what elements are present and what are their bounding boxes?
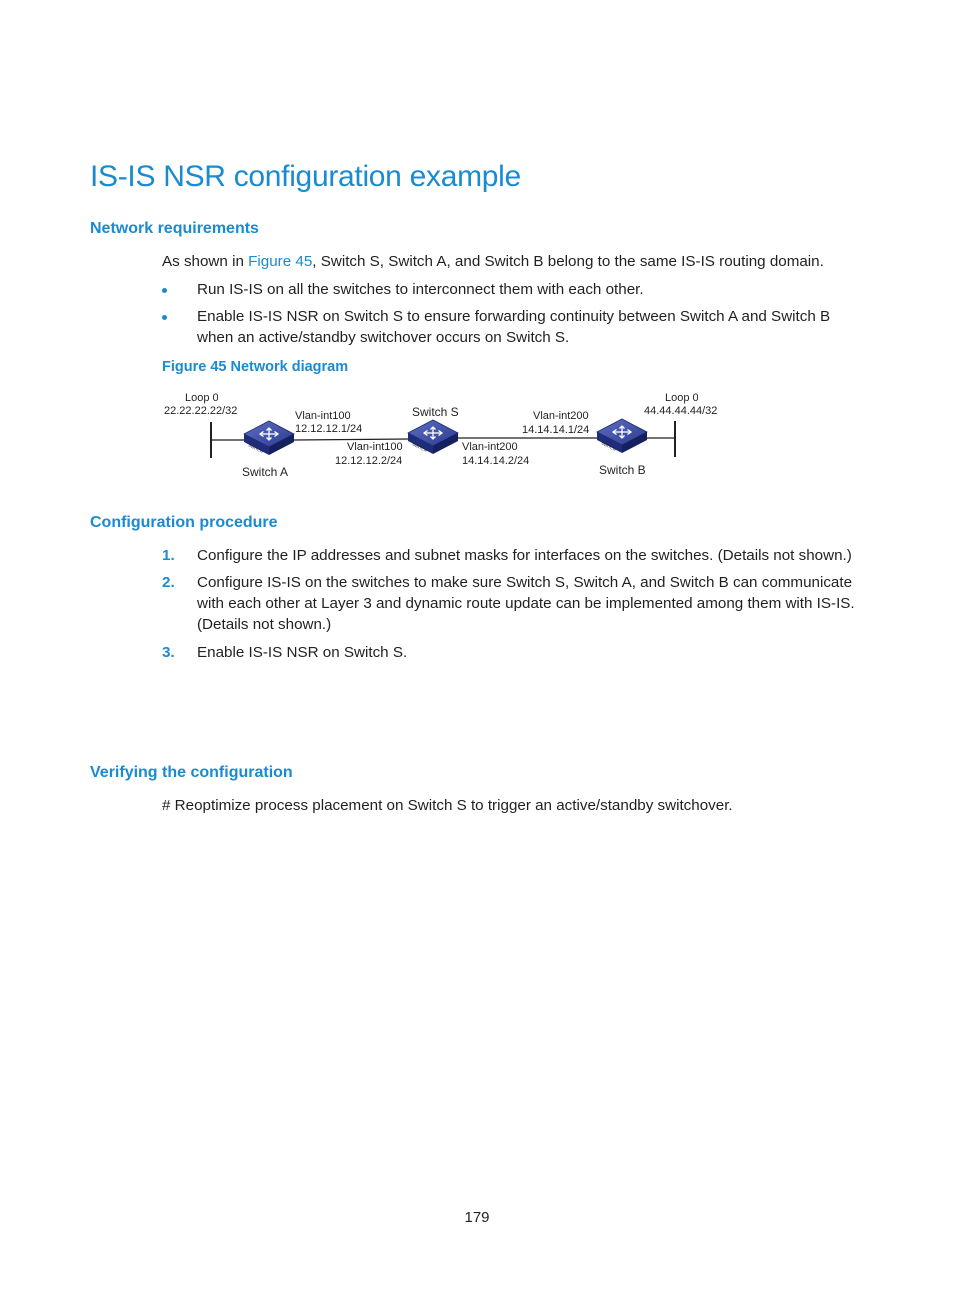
step-number: 2.	[162, 574, 175, 591]
bullet-marker	[162, 288, 167, 293]
step-text: Configure the IP addresses and subnet masks for interfaces on the switches. (Details not shown.)	[197, 547, 852, 564]
switch-s-icon-label: SWITCH	[411, 441, 428, 454]
switch-a-name: Switch A	[242, 465, 289, 479]
switch-s-if1-label: Vlan-int100	[347, 441, 403, 453]
switch-b-if-ip: 14.14.14.1/24	[522, 424, 590, 436]
switch-a-if-ip: 12.12.12.1/24	[295, 423, 363, 435]
verify-paragraph: # Reoptimize process placement on Switch S to trigger an active/standby switchover.	[162, 797, 733, 814]
step-text: Enable IS-IS NSR on Switch S.	[197, 644, 408, 661]
intro-text-before: As shown in	[162, 253, 249, 270]
switch-b-if-label: Vlan-int200	[533, 410, 589, 422]
requirement-bullet: Enable IS-IS NSR on Switch S to ensure forwarding continuity between Switch A and Switch B when an active/standby switchover occurs on Switch S.	[197, 308, 831, 346]
switch-a-if-label: Vlan-int100	[295, 410, 351, 422]
section-heading-verifying: Verifying the configuration	[90, 764, 293, 781]
switch-a-loop-ip: 22.22.22.22/32	[164, 405, 238, 417]
network-diagram	[160, 385, 720, 485]
requirement-bullet: Run IS-IS on all the switches to interconnect them with each other.	[197, 281, 644, 298]
switch-a-icon	[244, 421, 294, 455]
switch-s-if2-label: Vlan-int200	[462, 441, 518, 453]
step-text: Configure IS-IS on the switches to make sure Switch S, Switch A, and Switch B can communicate with each other at Layer 3 and dynamic route update can be implemented among them with IS-IS. (Details not shown.)	[197, 574, 855, 633]
page-title: IS-IS NSR configuration example	[90, 160, 521, 193]
intro-text-after: , Switch S, Switch A, and Switch B belong to the same IS-IS routing domain.	[312, 253, 824, 270]
switch-b-loop-label: Loop 0	[665, 392, 699, 404]
step-number: 3.	[162, 644, 175, 661]
switch-b-name: Switch B	[599, 463, 646, 477]
switch-b-icon-label: SWITCH	[600, 440, 617, 453]
link-a-s	[294, 439, 408, 440]
intro-paragraph	[162, 251, 824, 272]
switch-s-if2-ip: 14.14.14.2/24	[462, 455, 530, 467]
step-number: 1.	[162, 547, 175, 564]
page-number: 179	[464, 1209, 490, 1226]
bullet-marker	[162, 315, 167, 320]
switch-a-loop-label: Loop 0	[185, 392, 219, 404]
figure-45-link[interactable]: Figure 45	[248, 253, 313, 270]
figure-caption: Figure 45 Network diagram	[162, 359, 349, 375]
switch-a-icon-label: SWITCH	[247, 442, 264, 455]
switch-b-icon	[597, 419, 647, 453]
switch-s-if1-ip: 12.12.12.2/24	[335, 455, 403, 467]
switch-b-loop-ip: 44.44.44.44/32	[644, 405, 718, 417]
section-heading-configuration-procedure: Configuration procedure	[90, 514, 278, 531]
switch-s-name: Switch S	[412, 405, 459, 419]
switch-s-icon	[408, 420, 458, 454]
section-heading-network-requirements: Network requirements	[90, 220, 259, 237]
